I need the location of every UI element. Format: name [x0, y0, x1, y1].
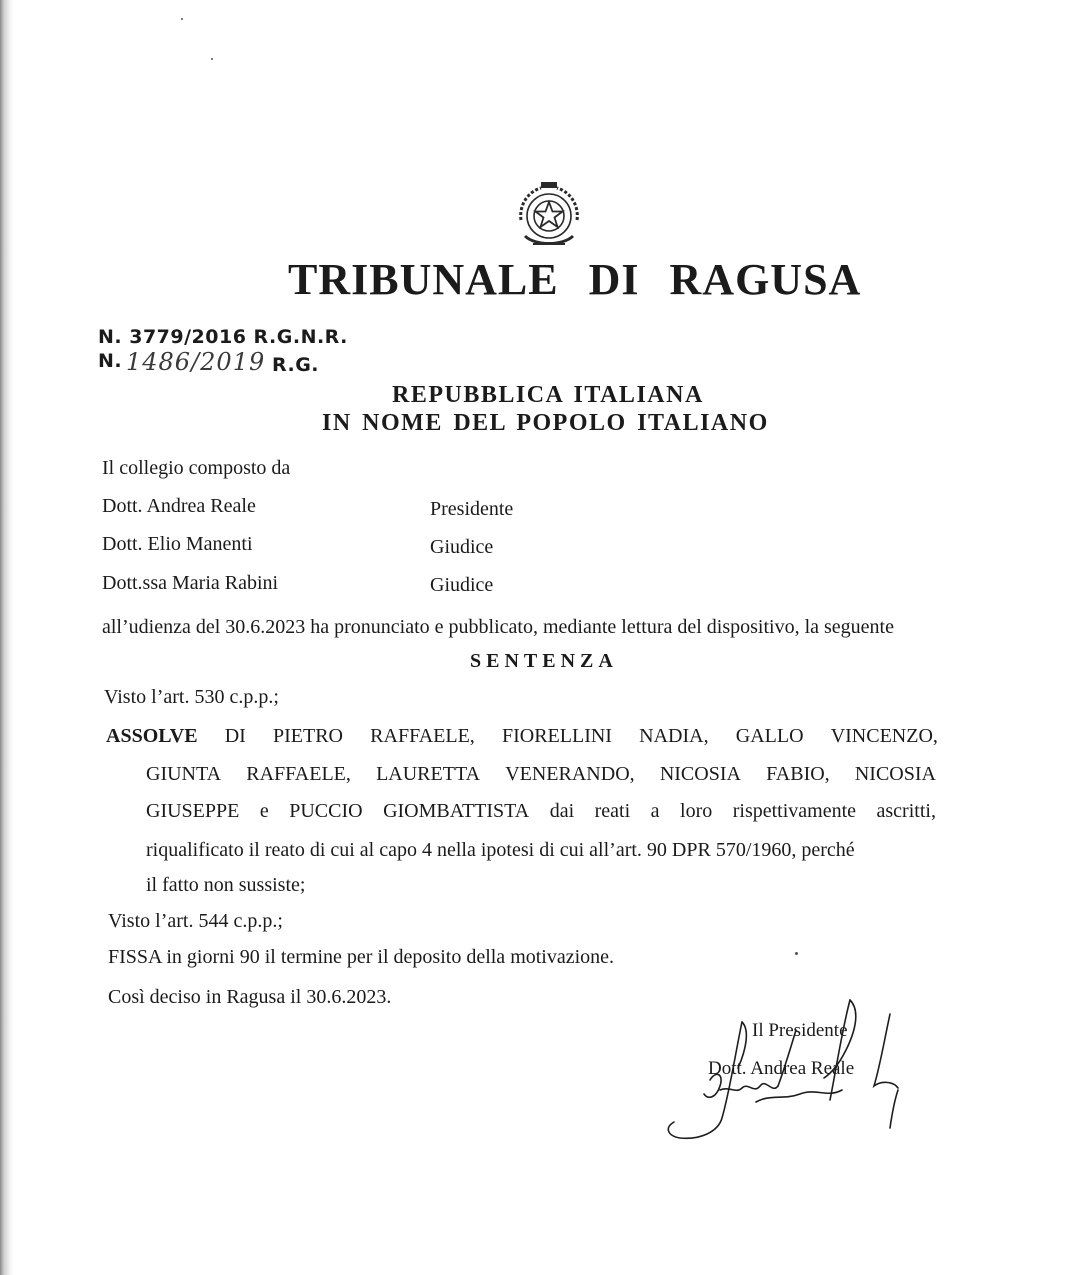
judge-role: Giudice — [430, 574, 494, 596]
people-heading: IN NOME DEL POPOLO ITALIANO — [322, 410, 769, 436]
defendant-word: VENERANDO, — [505, 763, 635, 785]
body-word: dai — [549, 800, 575, 822]
scan-speck — [795, 952, 798, 955]
case-number-rg-handwritten: 1486/2019 — [126, 348, 266, 376]
signature-name: Dott. Andrea Reale — [708, 1058, 855, 1079]
defendant-word: LAURETTA — [376, 763, 481, 785]
italian-republic-emblem-icon — [511, 180, 587, 256]
requalification-line: riqualificato il reato di cui al capo 4 nella ipotesi di cui all’art. 90 DPR 570/1960, perché — [146, 839, 855, 861]
defendant-word: DI — [224, 725, 246, 747]
body-word: ascritti, — [876, 800, 936, 822]
scan-speck — [211, 58, 213, 60]
acquittal-line-1 — [106, 725, 938, 748]
body-word: a — [650, 800, 660, 822]
case-number-rgnr: N. 3779/2016 R.G.N.R. — [98, 326, 348, 348]
scan-speck — [181, 18, 183, 20]
signature-title: Il Presidente — [752, 1020, 848, 1041]
acquittal-keyword: ASSOLVE — [106, 725, 198, 747]
judge-role: Giudice — [430, 536, 494, 558]
defendant-word: NICOSIA — [854, 763, 936, 785]
scan-edge-shadow — [0, 0, 14, 1275]
panel-intro: Il collegio composto da — [102, 457, 291, 479]
acquittal-line-2 — [146, 763, 936, 786]
body-word: loro — [680, 800, 713, 822]
judge-role: Presidente — [430, 498, 514, 520]
defendant-word: GIOMBATTISTA — [383, 800, 530, 822]
hearing-statement: all’udienza del 30.6.2023 ha pronunciato e pubblicato, mediante lettura del dispositivo, la seguente — [102, 616, 894, 638]
court-title: TRIBUNALE DI RAGUSA — [288, 255, 862, 304]
sentence-heading: SENTENZA — [470, 650, 618, 672]
defendant-word: PIETRO — [273, 725, 343, 747]
defendant-word: RAFFAELE, — [246, 763, 351, 785]
case-number-rg-prefix: N. — [98, 350, 123, 372]
defendant-word: VINCENZO, — [830, 725, 938, 747]
legal-reference-544: Visto l’art. 544 c.p.p.; — [108, 910, 283, 932]
judge-name: Dott.ssa Maria Rabini — [102, 572, 279, 594]
defendant-word: NICOSIA — [659, 763, 741, 785]
acquittal-reason: il fatto non sussiste; — [146, 874, 306, 896]
defendant-word: GIUNTA — [146, 763, 222, 785]
president-signature-block — [660, 990, 920, 1150]
defendant-word: RAFFAELE, — [370, 725, 475, 747]
defendant-word: GALLO — [735, 725, 804, 747]
defendant-word: GIUSEPPE — [146, 800, 240, 822]
republic-heading: REPUBBLICA ITALIANA — [392, 382, 704, 408]
decision-place-date: Così deciso in Ragusa il 30.6.2023. — [108, 986, 392, 1008]
acquittal-line-3 — [146, 800, 936, 823]
judge-name: Dott. Andrea Reale — [102, 495, 256, 517]
judge-name: Dott. Elio Manenti — [102, 533, 253, 555]
handwritten-signature-icon — [660, 990, 920, 1150]
defendant-word: PUCCIO — [289, 800, 363, 822]
deadline-statement: FISSA in giorni 90 il termine per il deposito della motivazione. — [108, 946, 615, 968]
body-word: rispettivamente — [732, 800, 857, 822]
body-word: reati — [594, 800, 631, 822]
defendant-word: FIORELLINI — [501, 725, 612, 747]
defendant-word: FABIO, — [766, 763, 830, 785]
body-word: e — [259, 800, 269, 822]
legal-reference-530: Visto l’art. 530 c.p.p.; — [104, 686, 279, 708]
defendant-word: NADIA, — [639, 725, 709, 747]
case-number-rg-suffix: R.G. — [272, 354, 320, 376]
